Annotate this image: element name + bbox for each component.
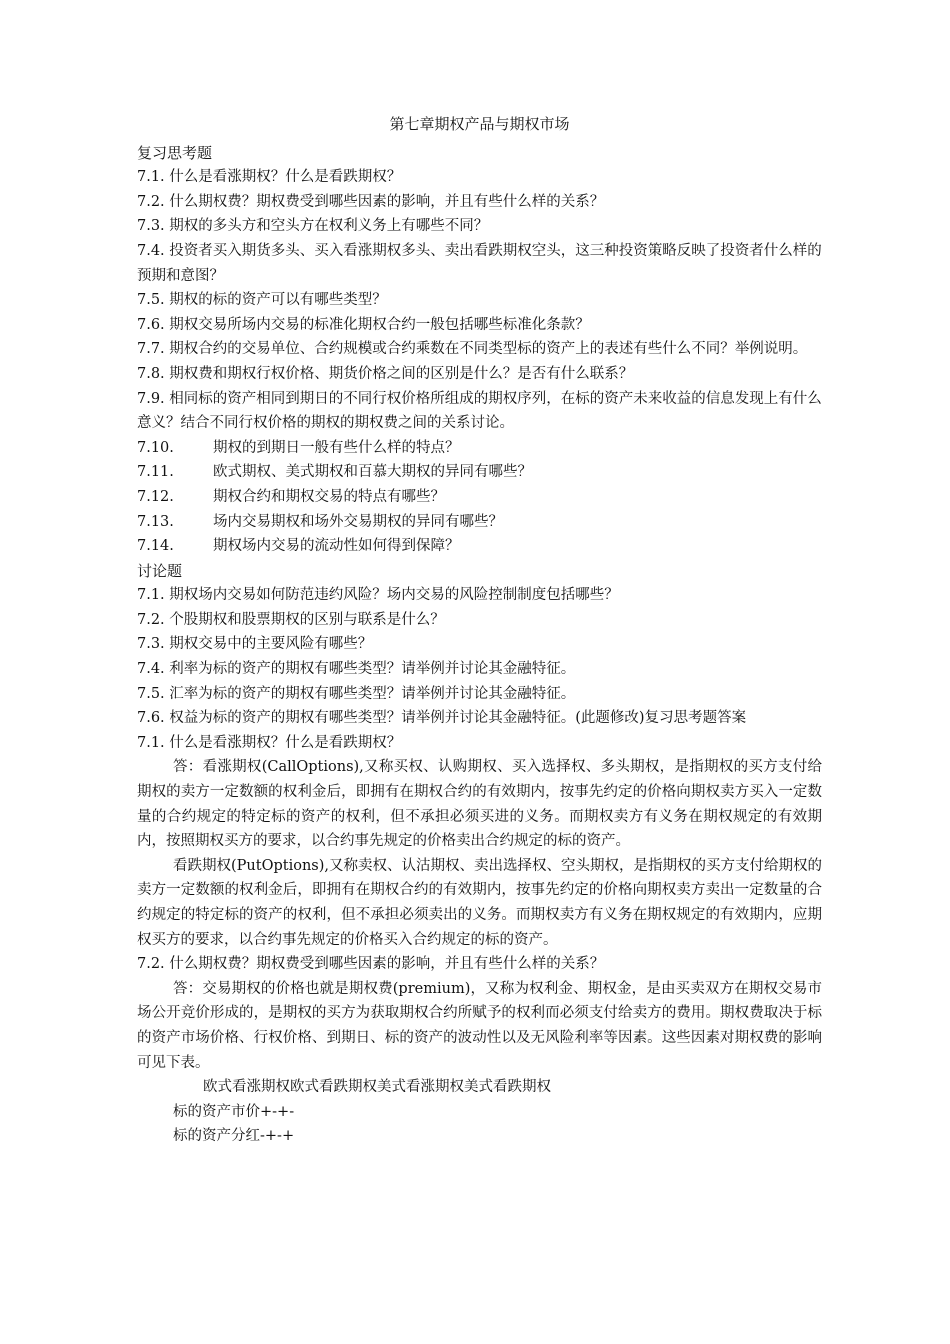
answer-paragraph: 答：看涨期权(CallOptions),又称买权、认购期权、买入选择权、多头期权，是指期权的买方支付给期权的卖方一定数额的权利金后，即拥有在期权合约的有效期内，按事先约定的价格向期权卖方买入一定数量的合约规定的特定标的资产的权利，但不承担必须买进的义务。而期权卖方有义务在期权规定的有效期内，按照期权买方的要求，以合约事先规定的价格卖出合约规定的标的资产。 [137, 759, 822, 850]
review-question [137, 436, 822, 461]
answer-paragraph: 答：交易期权的价格也就是期权费(premium)，又称为权利金、期权金，是由买卖双方在期权交易市场公开竞价形成的，是期权的买方为获取期权合约所赋予的权利而必须支付给卖方的费用。期权费取决于标的资产市场价格、行权价格、到期日、标的资产的波动性以及无风险利率等因素。这些因素对期权费的影响可见下表。 [137, 980, 822, 1071]
review-question [137, 313, 822, 338]
question-number: 7.3. [137, 636, 165, 653]
question-number: 7.11. [137, 464, 174, 481]
review-question [137, 510, 822, 535]
question-number: 7.9. [137, 390, 165, 407]
table-row: 标的资产市价+-+- [173, 1103, 295, 1120]
review-question [137, 288, 822, 313]
answer-paragraph: 看跌期权(PutOptions),又称卖权、认沽期权、卖出选择权、空头期权，是指期权的买方支付给期权的卖方一定数额的权利金后，即拥有在期权合约的有效期内，按事先约定的价格向期权卖方卖出一定数量的合约规定的特定标的资产的权利，但不承担必须卖出的义务。而期权卖方有义务在期权规定的有效期内，应期权买方的要求，以合约事先规定的价格买入合约规定的标的资产。 [137, 857, 822, 948]
question-text: 什么期权费？期权费受到哪些因素的影响，并且有些什么样的关系？ [169, 956, 605, 973]
question-number: 7.1. [137, 169, 165, 186]
question-number: 7.2. [137, 611, 165, 628]
question-text: 期权场内交易如何防范违约风险？场内交易的风险控制制度包括哪些？ [169, 587, 619, 604]
discussion-question [137, 706, 822, 731]
question-text: 期权费和期权行权价格、期货价格之间的区别是什么？是否有什么联系？ [169, 365, 634, 382]
discussion-question [137, 682, 822, 707]
review-question [137, 239, 822, 288]
question-number: 7.1. [137, 587, 165, 604]
document-page [137, 112, 822, 1149]
question-text: 期权场内交易的流动性如何得到保障？ [213, 538, 460, 555]
question-number: 7.2. [137, 956, 165, 973]
question-number: 7.4. [137, 661, 165, 678]
review-question [137, 534, 822, 559]
question-text: 期权的标的资产可以有哪些类型？ [169, 292, 387, 309]
page-title: 第七章期权产品与期权市场 [389, 115, 570, 133]
review-question [137, 485, 822, 510]
question-number: 7.1. [137, 734, 165, 751]
question-number: 7.10. [137, 439, 174, 456]
discussion-heading: 讨论题 [137, 561, 183, 580]
question-number: 7.13. [137, 513, 174, 530]
question-text: 期权的多头方和空头方在权利义务上有哪些不同？ [169, 218, 489, 235]
question-text: 什么期权费？期权费受到哪些因素的影响，并且有些什么样的关系？ [169, 193, 605, 210]
question-number: 7.14. [137, 538, 174, 555]
review-question [137, 387, 822, 436]
review-question [137, 362, 822, 387]
question-text: 期权交易中的主要风险有哪些？ [169, 636, 373, 653]
review-question [137, 460, 822, 485]
question-number: 7.5. [137, 685, 165, 702]
question-number: 7.3. [137, 218, 165, 235]
table-header: 欧式看涨期权欧式看跌期权美式看涨期权美式看跌期权 [203, 1079, 551, 1096]
table-row: 标的资产分红-+-+ [173, 1128, 295, 1145]
question-text: 期权的到期日一般有些什么样的特点？ [213, 439, 460, 456]
answer-question [137, 952, 822, 977]
question-number: 7.7. [137, 341, 165, 358]
discussion-question [137, 632, 822, 657]
question-number: 7.2. [137, 193, 165, 210]
question-text: 个股期权和股票期权的区别与联系是什么？ [169, 611, 445, 628]
question-text: 利率为标的资产的期权有哪些类型？请举例并讨论其金融特征。 [169, 661, 576, 678]
review-question [137, 190, 822, 215]
question-number: 7.8. [137, 365, 165, 382]
review-question [137, 165, 822, 190]
question-text: 什么是看涨期权？什么是看跌期权？ [169, 169, 402, 186]
discussion-question [137, 657, 822, 682]
review-heading: 复习思考题 [137, 143, 213, 162]
question-number: 7.6. [137, 710, 165, 727]
question-text: 场内交易期权和场外交易期权的异同有哪些？ [213, 513, 503, 530]
discussion-question [137, 608, 822, 633]
answer-question [137, 731, 822, 756]
question-number: 7.12. [137, 488, 174, 505]
question-text: 欧式期权、美式期权和百慕大期权的异同有哪些？ [213, 464, 532, 481]
question-text: 期权合约和期权交易的特点有哪些？ [213, 488, 445, 505]
review-question [137, 214, 822, 239]
question-text: 投资者买入期货多头、买入看涨期权多头、卖出看跌期权空头，这三种投资策略反映了投资者什么样的预期和意图？ [137, 242, 822, 284]
question-number: 7.5. [137, 292, 165, 309]
discussion-question [137, 583, 822, 608]
question-number: 7.4. [137, 242, 165, 259]
review-question [137, 337, 822, 362]
question-number: 7.6. [137, 316, 165, 333]
question-text: 权益为标的资产的期权有哪些类型？请举例并讨论其金融特征。(此题修改)复习思考题答案 [169, 710, 747, 727]
question-text: 什么是看涨期权？什么是看跌期权？ [169, 734, 402, 751]
question-text: 期权交易所场内交易的标准化期权合约一般包括哪些标准化条款？ [169, 316, 590, 333]
question-text: 期权合约的交易单位、合约规模或合约乘数在不同类型标的资产上的表述有些什么不同？举例说明。 [169, 341, 808, 358]
question-text: 汇率为标的资产的期权有哪些类型？请举例并讨论其金融特征。 [169, 685, 576, 702]
question-text: 相同标的资产相同到期日的不同行权价格所组成的期权序列，在标的资产未来收益的信息发现上有什么意义？结合不同行权价格的期权的期权费之间的关系讨论。 [137, 390, 822, 432]
